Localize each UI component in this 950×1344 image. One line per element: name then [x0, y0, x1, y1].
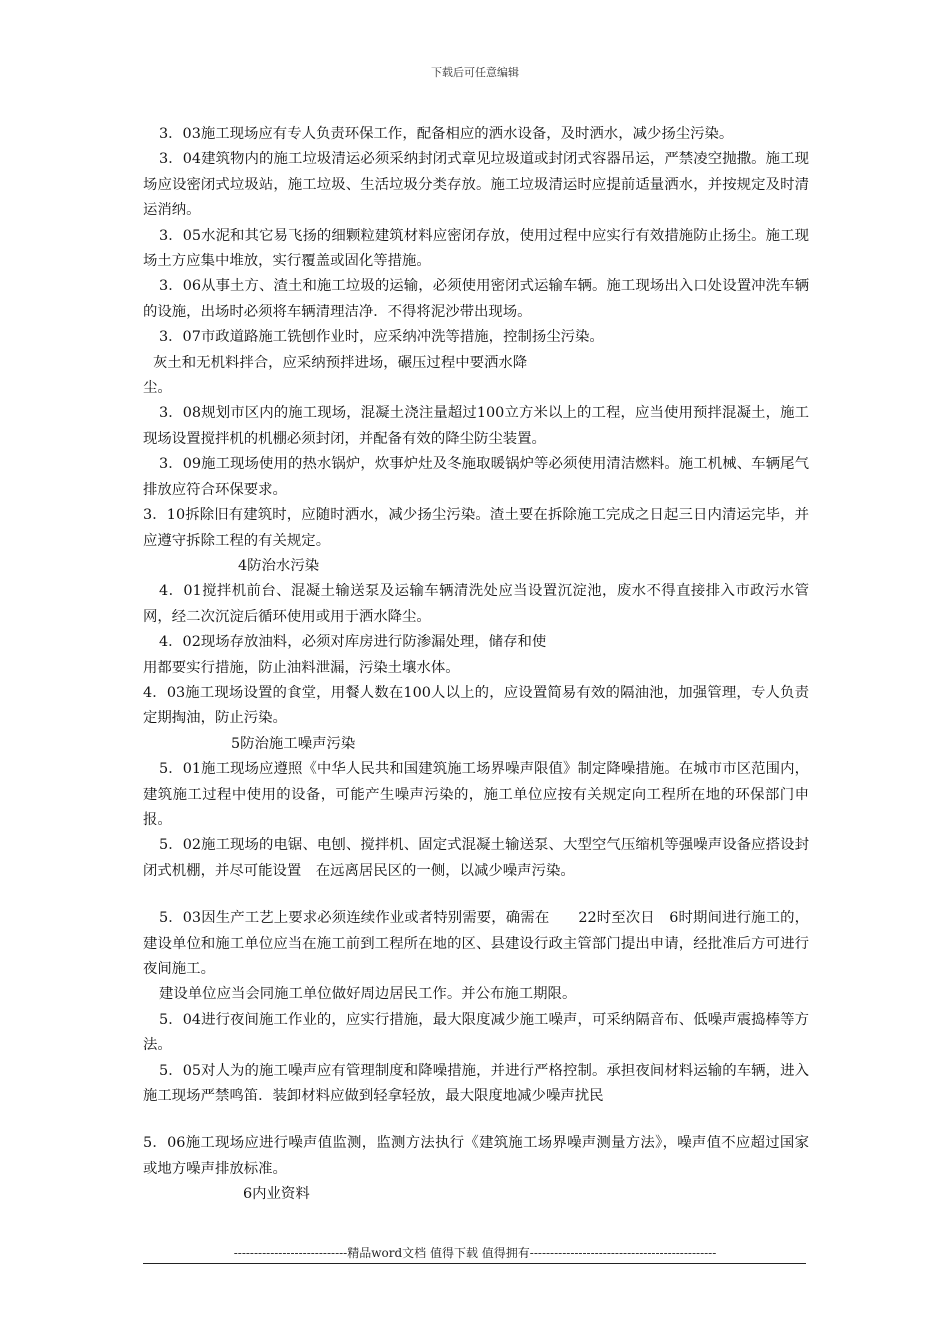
paragraph-5-02: 5．02施工现场的电锯、电刨、搅拌机、固定式混凝土输送泵、大型空气压缩机等强噪声设备应搭设封闭式机棚，并尽可能设置 在远离居民区的一侧，以减少噪声污染。	[143, 837, 809, 879]
paragraph-3-07: 3．07市政道路施工铣刨作业时，应采纳冲洗等措施，控制扬尘污染。	[159, 329, 604, 346]
paragraph-3-03: 3．03施工现场应有专人负责环保工作，配备相应的洒水设备，及时洒水，减少扬尘污染。	[159, 126, 734, 142]
section-heading-6: 6内业资料	[243, 1186, 310, 1203]
paragraph-3-09: 3．09施工现场使用的热水锅炉，炊事炉灶及冬施取暖锅炉等必须使用清洁燃料。施工机械、车辆尾气排放应符合环保要求。	[143, 456, 809, 498]
paragraph-5-03-note: 建设单位应当会同施工单位做好周边居民工作。并公布施工期限。	[159, 986, 577, 1003]
paragraph-5-03: 5．03因生产工艺上要求必须连续作业或者特别需要，确需在 22时至次日 6时期间进行施工的，建设单位和施工单位应当在施工前到工程所在地的区、县建设行政主管部门提出申请，经批准后方可进行夜间施工。	[143, 910, 809, 977]
blank-line	[143, 884, 809, 906]
paragraph-5-01: 5．01施工现场应遵照《中华人民共和国建筑施工场界噪声限值》制定降噪措施。在城市市区范围内，建筑施工过程中使用的设备，可能产生噪声污染的，施工单位应按有关规定向工程所在地的环保部门申报。	[143, 761, 809, 828]
paragraph-3-05: 3．05水泥和其它易飞扬的细颗粒建筑材料应密闭存放，使用过程中应实行有效措施防止扬尘。施工现场土方应集中堆放，实行覆盖或固化等措施。	[143, 227, 809, 270]
paragraph-4-03: 4．03施工现场设置的食堂，用餐人数在100人以上的，应设置简易有效的隔油池，加强管理，专人负责定期掏油，防止污染。	[143, 684, 809, 727]
paragraph-3-07-line2: 尘。	[143, 380, 172, 397]
page-header: 下载后可任意编辑	[431, 66, 519, 79]
paragraph-3-04: 3．04建筑物内的施工垃圾清运必须采纳封闭式章见垃圾道或封闭式容器吊运，严禁凌空抛撒。施工现场应设密闭式垃圾站，施工垃圾、生活垃圾分类存放。施工垃圾清运时应提前适量洒水，并按规定及时清运消纳。	[143, 151, 809, 219]
paragraph-5-05: 5．05对人为的施工噪声应有管理制度和降噪措施，并进行严格控制。承担夜间材料运输的车辆，进入施工现场严禁鸣笛．装卸材料应做到轻拿轻放，最大限度地减少噪声扰民	[143, 1062, 809, 1105]
paragraph-3-06: 3．06从事土方、渣土和施工垃圾的运输，必须使用密闭式运输车辆。施工现场出入口处设置冲洗车辆的设施，出场时必须将车辆清理洁净．不得将泥沙带出现场。	[143, 278, 809, 320]
paragraph-4-01: 4．01搅拌机前台、混凝土输送泵及运输车辆清洗处应当设置沉淀池，废水不得直接排入市政污水管网，经二次沉淀后循环使用或用于洒水降尘。	[143, 583, 809, 625]
paragraph-5-06: 5．06施工现场应进行噪声值监测，监测方法执行《建筑施工场界噪声测量方法》，噪声值不应超过国家或地方噪声排放标准。	[143, 1135, 809, 1177]
paragraph-3-08: 3．08规划市区内的施工现场，混凝土浇注量超过100立方米以上的工程，应当使用预拌混凝土，施工现场设置搅拌机的机棚必须封闭，并配备有效的降尘防尘装置。	[143, 405, 809, 447]
paragraph-3-07-line1: 灰土和无机料拌合，应采纳预拌进场，碾压过程中要洒水降	[153, 354, 528, 371]
paragraph-4-02-line2: 用都要实行措施，防止油料泄漏，污染土壤水体。	[143, 659, 460, 676]
section-heading-4: 4防治水污染	[238, 557, 320, 574]
paragraph-5-04: 5．04进行夜间施工作业的，应实行措施，最大限度减少施工噪声，可采纳隔音布、低噪声震捣棒等方法。	[143, 1011, 809, 1054]
page-footer: ----------------------------精品word文档 值得下载 值得拥有----------------------------------------------	[233, 1246, 717, 1260]
section-heading-5: 5防治施工噪声污染	[231, 735, 356, 752]
document-body	[143, 122, 809, 1208]
paragraph-4-02-line1: 4．02现场存放油料，必须对库房进行防渗漏处理，储存和使	[159, 634, 547, 651]
paragraph-3-10: 3．10拆除旧有建筑时，应随时洒水，减少扬尘污染。渣土要在拆除施工完成之日起三日内清运完毕，并应遵守拆除工程的有关规定。	[143, 507, 809, 549]
blank-line	[143, 1109, 809, 1131]
footer-rule	[143, 1263, 806, 1264]
